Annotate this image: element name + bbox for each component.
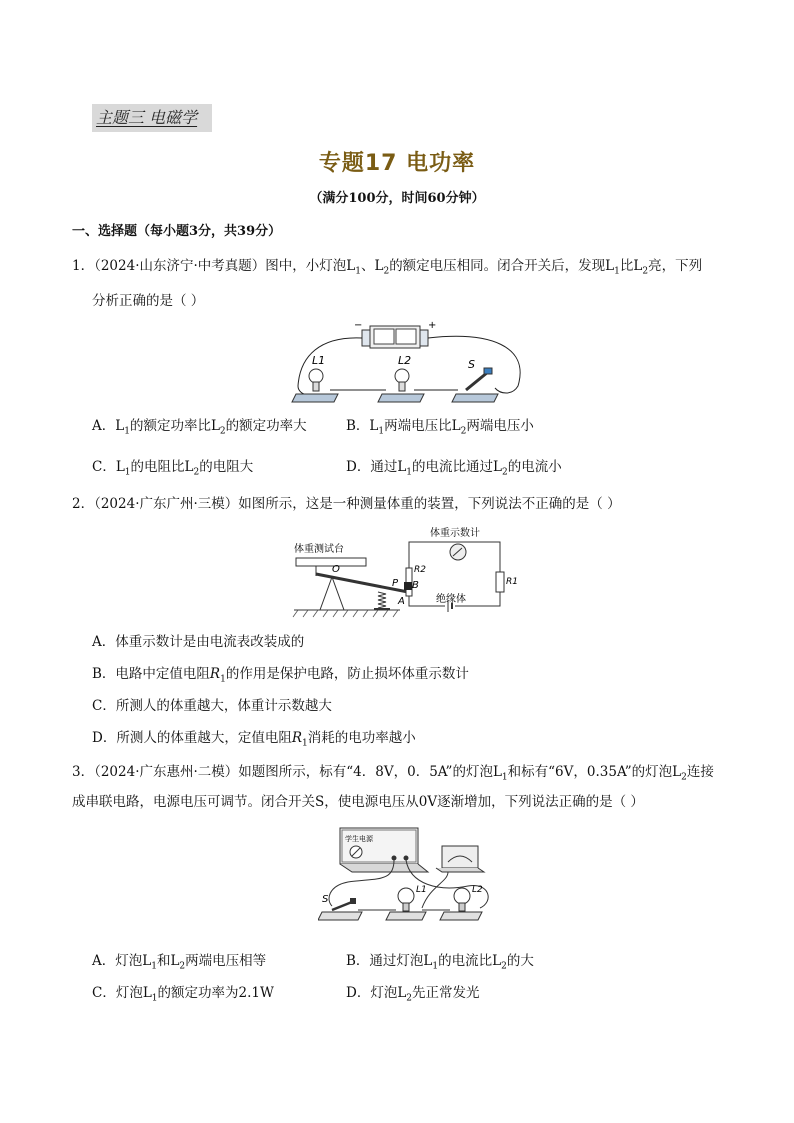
point-a-label: A bbox=[398, 596, 405, 607]
q1-stem-line1: 1．（2024·山东济宁·中考真题）图中，小灯泡$L_1$、$L_2$的额定电压相同。闭合开关后，发现$L_1$比$L_2$亮，下列 bbox=[72, 258, 703, 277]
topic-tag: 主题三 电磁学 bbox=[92, 104, 212, 132]
q3-stem-line1: 3．（2024·广东惠州·二模）如题图所示，标有“4．8V，0．5A”的灯泡$L_1$和标有“6V，0.35A”的灯泡$L_2$连接 bbox=[72, 764, 714, 783]
q3-option-c[interactable]: C．灯泡$L_1$的额定功率为2.1W bbox=[92, 985, 274, 1004]
q1-option-a[interactable]: A．$L_1$的额定功率比$L_2$的额定功率大 bbox=[92, 418, 307, 437]
q3-switch-label: S bbox=[322, 894, 329, 905]
r1-label: R1 bbox=[506, 577, 518, 587]
battery-plus-label: + bbox=[428, 320, 437, 331]
q3-l2-label: L2 bbox=[472, 885, 483, 895]
q2-option-d[interactable]: D．所测人的体重越大，定值电阻$R_1$消耗的电功率越小 bbox=[92, 730, 416, 749]
q2-option-a[interactable]: A．体重示数计是由电流表改装成的 bbox=[92, 634, 305, 650]
q3-option-a[interactable]: A．灯泡$L_1$和$L_2$两端电压相等 bbox=[92, 953, 267, 972]
point-b-label: B bbox=[412, 580, 419, 591]
l2-label: L2 bbox=[398, 354, 412, 367]
pivot-o-label: O bbox=[332, 564, 340, 575]
switch-label: S bbox=[468, 358, 475, 371]
q3-option-d[interactable]: D．灯泡$L_2$先正常发光 bbox=[346, 985, 480, 1004]
q3-l1-label: L1 bbox=[416, 885, 427, 895]
q1-option-c[interactable]: C．$L_1$的电阻比$L_2$的电阻大 bbox=[92, 459, 254, 478]
page-subtitle: （满分100分，时间60分钟） bbox=[309, 191, 485, 206]
q1-option-b[interactable]: B．$L_1$两端电压比$L_2$两端电压小 bbox=[346, 418, 534, 437]
q3-stem-line2: 成串联电路，电源电压可调节。闭合开关S，使电源电压从0V逐渐增加，下列说法正确的是（ ） bbox=[72, 794, 644, 810]
q3-option-b[interactable]: B．通过灯泡$L_1$的电流比$L_2$的大 bbox=[346, 953, 534, 972]
insulator-label: 绝缘体 bbox=[436, 594, 466, 605]
battery-minus-label: − bbox=[354, 320, 363, 331]
supply-label: 学生电源 bbox=[345, 835, 373, 843]
q1-circuit-figure bbox=[290, 316, 530, 408]
platform-label: 体重测试台 bbox=[294, 544, 344, 555]
q3-circuit-figure bbox=[318, 822, 494, 932]
q2-option-c[interactable]: C．所测人的体重越大，体重计示数越大 bbox=[92, 698, 332, 714]
q1-stem-line2: 分析正确的是（ ） bbox=[92, 293, 205, 309]
section-heading: 一、选择题（每小题3分，共39分） bbox=[72, 224, 282, 239]
q1-option-d[interactable]: D．通过$L_1$的电流比通过$L_2$的电流小 bbox=[346, 459, 562, 478]
r2-label: R2 bbox=[414, 565, 426, 575]
slider-p-label: P bbox=[392, 578, 399, 589]
q2-option-b[interactable]: B．电路中定值电阻$R_1$的作用是保护电路，防止损坏体重示数计 bbox=[92, 666, 469, 685]
page-title: 专题17 电功率 bbox=[318, 151, 476, 176]
q2-stem: 2．（2024·广东广州·三模）如图所示，这是一种测量体重的装置，下列说法不正确的是（ ） bbox=[72, 496, 621, 512]
q2-scale-figure bbox=[290, 522, 530, 622]
l1-label: L1 bbox=[312, 354, 326, 367]
meter-label: 体重示数计 bbox=[430, 528, 480, 539]
